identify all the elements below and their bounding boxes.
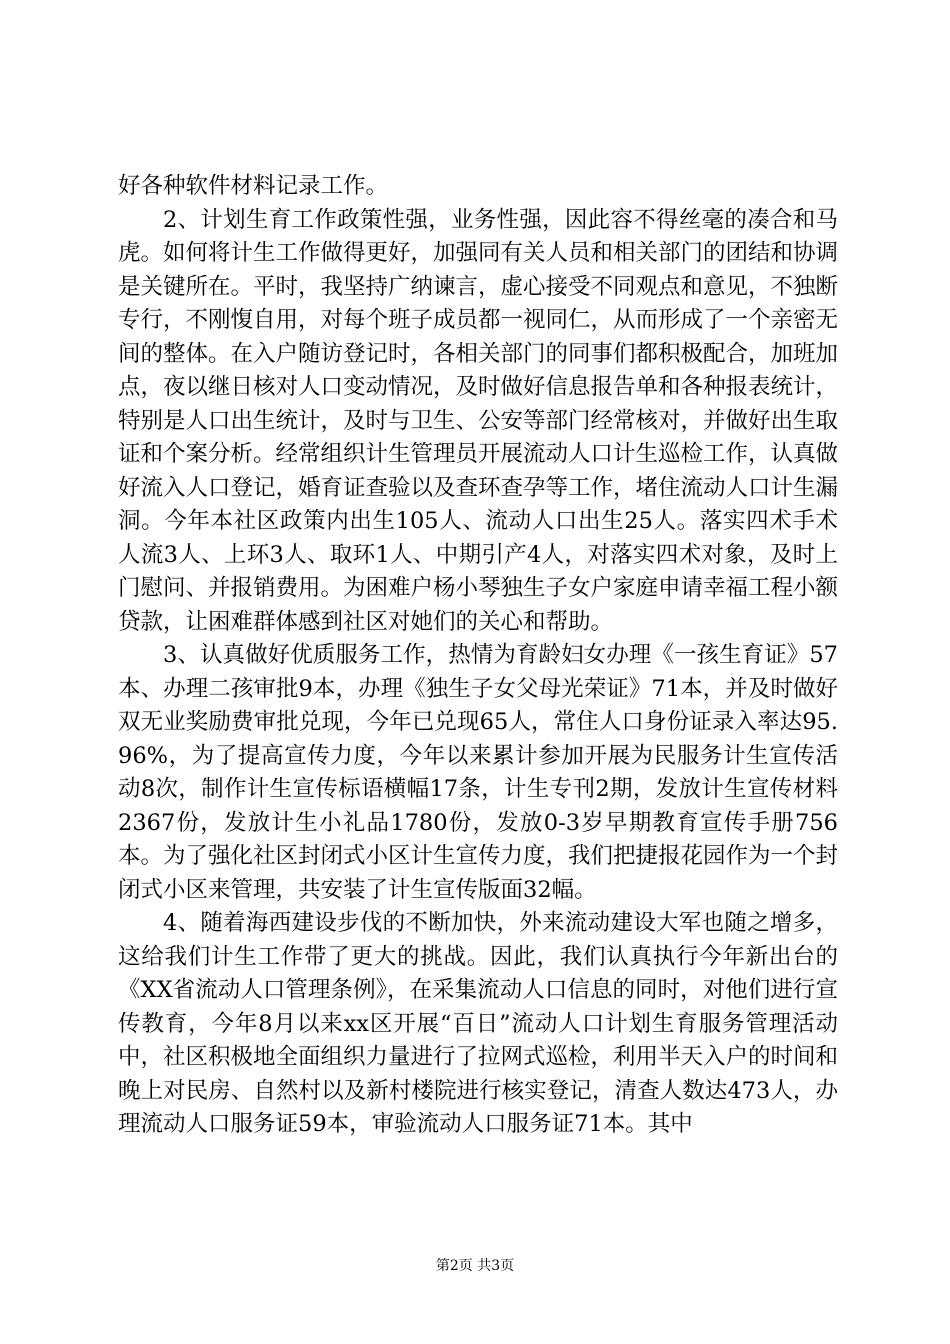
paragraph-2: 2、计划生育工作政策性强，业务性强，因此容不得丝毫的凑合和马虎。如何将计生工作做得更好，加强同有关人员和相关部门的团结和协调是关键所在。平时，我坚持广纳谏言，虚心接受不同观点和意见，不独断专行，不刚愎自用，对每个班子成员都一视同仁，从而形成了一个亲密无间的整体。在入户随访登记时，各相关部门的同事们都积极配合，加班加点，夜以继日核对人口变动情况，及时做好信息报告单和各种报表统计，特别是人口出生统计，及时与卫生、公安等部门经常核对，并做好出生取证和个案分析。经常组织计生管理员开展流动人口计生巡检工作，认真做好流入人口登记，婚育证查验以及查环查孕等工作，堵住流动人口计生漏洞。今年本社区政策内出生105人、流动人口出生25人。落实四术手术人流3人、上环3人、取环1人、中期引产4人，对落实四术对象，及时上门慰问、并报销费用。为困难户杨小琴独生子女户家庭申请幸福工程小额贷款，让困难群体感到社区对她们的关心和帮助。 bbox=[118, 206, 839, 635]
paragraph-4: 4、随着海西建设步伐的不断加快，外来流动建设大军也随之增多，这给我们计生工作带了更大的挑战。因此，我们认真执行今年新出台的《XX省流动人口管理条例》，在采集流动人口信息的同时，对他们进行宣传教育，今年8月以来xx区开展“百日”流动人口计划生育服务管理活动中，社区积极地全面组织力量进行了拉网式巡检，利用半天入户的时间和晚上对民房、自然村以及新村楼院进行核实登记，清查人数达473人，办理流动人口服务证59本，审验流动人口服务证71本。其中 bbox=[118, 910, 839, 1137]
document-body bbox=[118, 170, 838, 1142]
paragraph-continuation: 好各种软件材料记录工作。 bbox=[118, 173, 389, 199]
page-number-footer: 第2页 共3页 bbox=[435, 1258, 515, 1274]
paragraph-3: 3、认真做好优质服务工作，热情为育龄妇女办理《一孩生育证》57本、办理二孩审批9本，办理《独生子女父母光荣证》71本，并及时做好双无业奖励费审批兑现，今年已兑现65人，常住人口身份证录入率达95.96%，为了提高宣传力度，今年以来累计参加开展为民服务计生宣传活动8次，制作计生宣传标语横幅17条，计生专刊2期，发放计生宣传材料2367份，发放计生小礼品1780份，发放0-3岁早期教育宣传手册756本。为了强化社区封闭式小区计生宣传力度，我们把捷报花园作为一个封闭式小区来管理，共安装了计生宣传版面32幅。 bbox=[118, 642, 839, 903]
